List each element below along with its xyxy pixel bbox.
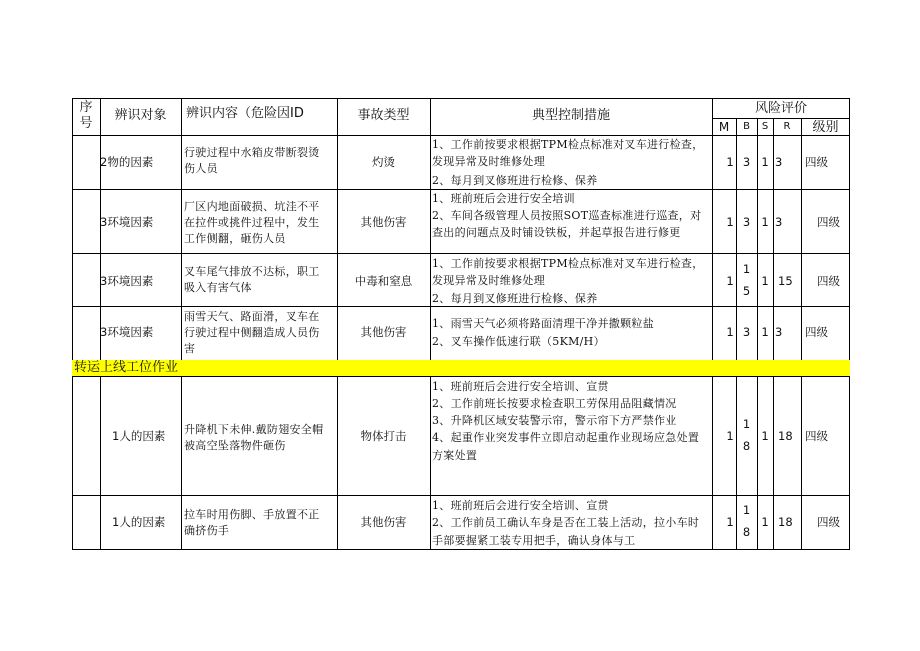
row3-r: 15 — [778, 274, 793, 288]
row5-b-bottom: 8 — [742, 439, 751, 453]
row4-content-2: 行驶过程中侧翻造成人员伤 — [184, 326, 320, 339]
row2-r: 3 — [775, 215, 783, 229]
row5-measure-5: 方案处置 — [432, 449, 478, 462]
row4-b: 3 — [742, 325, 751, 339]
row1-b: 3 — [742, 155, 751, 169]
row5-measure-3: 3、升降机区域安装警示帘，警示帘下方严禁作业 — [432, 414, 677, 427]
row2-measure-3: 查出的问题点及时铺设铁板，并起草报告进行修更 — [432, 226, 681, 239]
row2-measure-1: 1、班前班后会进行安全培训 — [432, 192, 575, 205]
row6-content-2: 确挤伤手 — [184, 524, 230, 537]
row5-content-2: 被高空坠落物件砸伤 — [184, 439, 286, 452]
row2-s: 1 — [761, 215, 769, 229]
row4-measure-1: 1、雨雪天气必须将路面清理干净并撒颗粒盐 — [432, 317, 654, 330]
row2-type: 其他伤害 — [360, 215, 407, 229]
row6-measure-1: 1、班前班后会进行安全培训、宣贯 — [432, 499, 609, 512]
row5-content-1: 升降机下未伸.戴防翅安全帽 — [184, 423, 324, 436]
row4-s: 1 — [761, 325, 769, 339]
header-type: 事故类型 — [357, 108, 410, 123]
row1-m: 1 — [726, 155, 734, 169]
row3-content-1: 叉车尾气排放不达标，职工 — [184, 265, 320, 278]
row5-measure-4: 4、起重作业突发事件立即启动起重作业现场应急处置 — [432, 431, 700, 444]
row4-object: 3环境因素 — [100, 325, 154, 339]
row6-level: 四级 — [817, 515, 840, 529]
row3-measure-2: 发现异常及时维修处理 — [432, 274, 545, 287]
row1-measure-3: 2、每月到叉修班进行检修、保养 — [432, 174, 598, 187]
row3-type: 中毒和窒息 — [354, 274, 413, 288]
row5-b-top: 1 — [742, 417, 751, 431]
row3-measure-1: 1、工作前按要求根据TPM检点标准对叉车进行检查， — [432, 257, 704, 270]
row1-object: 2物的因素 — [100, 155, 154, 169]
row3-object: 3环境因素 — [100, 274, 154, 288]
row4-r: 3 — [775, 325, 783, 339]
row1-r: 3 — [775, 155, 783, 169]
header-no: 序号 — [79, 100, 93, 131]
row2-object: 3环境因素 — [100, 215, 154, 229]
row6-b-top: 1 — [742, 503, 751, 517]
row4-measure-2: 2、叉车操作低速行联（5KM/H） — [432, 335, 605, 348]
row2-b: 3 — [742, 215, 751, 229]
header-measures: 典型控制措施 — [531, 108, 610, 123]
row4-content-1: 雨雪天气、路面滑，叉车在 — [184, 310, 320, 323]
row2-content-2: 在拉件或挑件过程中，发生 — [184, 216, 320, 229]
row3-m: 1 — [726, 274, 734, 288]
row5-level: 四级 — [805, 429, 828, 443]
row5-r: 18 — [778, 429, 793, 443]
header-level: 级别 — [812, 120, 839, 135]
header-object: 辨识对象 — [114, 108, 167, 123]
header-risk: 风险评价 — [754, 101, 807, 116]
row2-content-1: 厂区内地面破损、坑洼不平 — [184, 200, 320, 213]
row1-level: 四级 — [805, 155, 828, 169]
row5-measure-2: 2、工作前班长按要求检查职工劳保用品阻藏情况 — [432, 397, 677, 410]
row4-type: 其他伤害 — [360, 325, 407, 339]
row5-object: 1人的因素 — [112, 429, 166, 443]
row3-content-2: 吸入有害气体 — [184, 281, 252, 294]
row5-type: 物体打击 — [360, 429, 407, 443]
row6-b-bottom: 8 — [742, 525, 751, 539]
row2-m: 1 — [726, 215, 734, 229]
row2-content-3: 工作侧翻，砸伤人员 — [184, 232, 286, 245]
row1-s: 1 — [761, 155, 769, 169]
row2-measure-2: 2、车间各级管理人员按照SOT巡查标准进行巡查，对 — [432, 209, 702, 222]
row6-measure-2: 2、工作前员工确认车身是否在工装上活动，拉小车时 — [432, 516, 700, 529]
risk-assessment-table — [72, 98, 850, 550]
row4-m: 1 — [726, 325, 734, 339]
row4-level: 四级 — [805, 325, 828, 339]
row6-content-1: 拉车时用伤脚、手放置不正 — [184, 508, 320, 521]
section-band-label: 转运上线工位作业 — [74, 360, 179, 375]
row5-measure-1: 1、班前班后会进行安全培训、宣贯 — [432, 380, 609, 393]
row6-s: 1 — [761, 515, 769, 529]
row5-m: 1 — [726, 429, 734, 443]
header-r: R — [783, 121, 791, 132]
row3-measure-3: 2、每月到叉修班进行检修、保养 — [432, 292, 598, 305]
row3-b-top: 1 — [742, 262, 751, 276]
row1-content-2: 伤人员 — [184, 162, 218, 175]
header-s: S — [761, 121, 769, 132]
row3-s: 1 — [761, 274, 769, 288]
row3-b-bottom: 5 — [742, 284, 751, 298]
row6-type: 其他伤害 — [360, 515, 407, 529]
row1-measure-2: 发现异常及时维修处理 — [432, 155, 545, 168]
row6-r: 18 — [778, 515, 793, 529]
row1-content-1: 行驶过程中水箱皮带断裂烫 — [184, 146, 320, 159]
row6-measure-3: 手部要握紧工装专用把手，确认身体与工 — [432, 534, 636, 547]
row1-type: 灼烫 — [372, 155, 395, 169]
header-b: B — [743, 121, 750, 132]
row4-content-3: 害 — [184, 342, 196, 355]
row6-object: 1人的因素 — [112, 515, 166, 529]
section-band — [72, 360, 850, 376]
row6-m: 1 — [726, 515, 734, 529]
row3-level: 四级 — [817, 274, 840, 288]
header-m: M — [718, 120, 730, 134]
row2-level: 四级 — [817, 215, 840, 229]
row1-measure-1: 1、工作前按要求根据TPM检点标准对叉车进行检查， — [432, 138, 704, 151]
row5-s: 1 — [761, 429, 769, 443]
header-content: 辨识内容（危险因ID — [186, 106, 304, 121]
